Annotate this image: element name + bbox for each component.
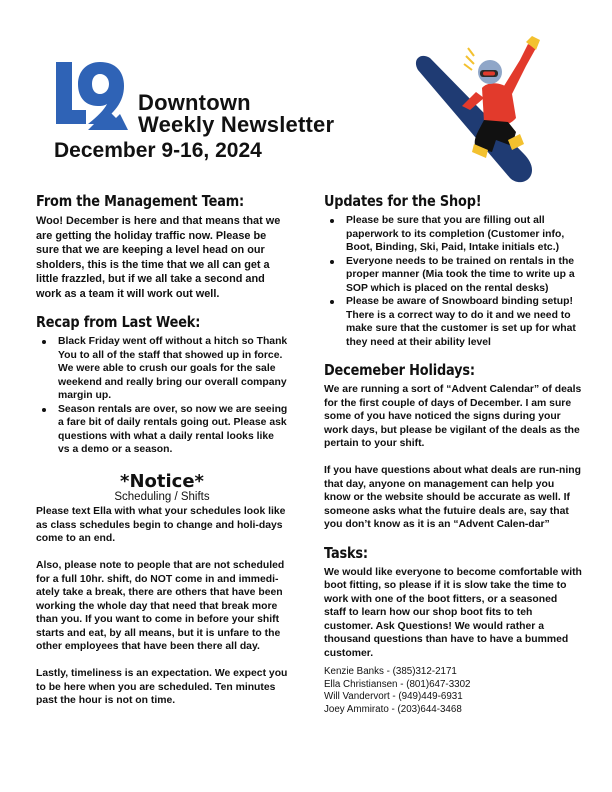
- left-column: [36, 192, 288, 708]
- contact-entry: Kenzie Banks - (385)312-2171: [324, 666, 457, 677]
- raised-arm: [504, 44, 536, 94]
- contact-entry: Joey Ammirato - (203)644-3468: [324, 703, 462, 715]
- updates-list: [324, 214, 582, 349]
- holidays-paragraph: If you have questions about what deals are run-ning that day, anyone on management can help you know or the website should be accurate as well. If someone asks what the futuire deals are, say that you don’t know as it is an “Advent Calen-dar”: [324, 465, 581, 530]
- newsletter-title: Weekly Newsletter: [138, 112, 335, 137]
- newsletter-location: Downtown: [138, 90, 251, 115]
- snowboarder-illustration: [408, 36, 548, 186]
- recap-heading: Recap from Last Week:: [36, 313, 201, 331]
- updates-item: Please be aware of Snowboard binding setup! There is a correct way to do it and we need to make sure that the customer is set up for what they need at their ability level: [340, 295, 582, 349]
- l9-logo: [52, 58, 130, 132]
- newsletter-date: December 9-16, 2024: [54, 139, 262, 162]
- right-column: [324, 192, 582, 716]
- notice-paragraph: Lastly, timeliness is an expectation. We expect you to be here when you are scheduled. Ten minutes past the hour is not on time.: [36, 668, 288, 707]
- notice-title: *Notice*: [120, 470, 204, 492]
- management-body: Woo! December is here and that means that we are getting the holiday traffic now. Please be sure that we are keeping a level head on our sholders, this is the time that we all can get a little frazzled, but if we all take a second and work as a team it will work out well.: [36, 215, 281, 300]
- contact-entry: Ella Christiansen - (801)647-3302: [324, 678, 471, 690]
- notice-paragraph: Also, please note to people that are not scheduled for a full 10hr. shift, do NOT come in and immedi-ately take a break, there are others that have been working the whole day that need that break more than you. If you want to come in before your shift starts and eat, by all means, but it is unfare to the other employees that have been there all day.: [36, 560, 285, 653]
- tasks-heading: Tasks:: [324, 543, 368, 562]
- notice-paragraph: Please text Ella with what your schedules look like as class schedules begin to change and holi-days come to an end.: [36, 506, 286, 545]
- recap-item: Season rentals are over, so now we are seeing a fare bit of daily rentals going out. Please ask questions with what a daily rental looks like vs a demo or a season.: [52, 403, 288, 457]
- contact-entry: Will Vandervort - (949)449-6931: [324, 691, 463, 703]
- recap-list: [36, 335, 288, 457]
- holidays-paragraph: We are running a sort of “Advent Calendar” of deals for the first couple of days of December. I am sure some of you have noticed the signs during your work days, but please be vigilant of the deals as the pertain to your shift.: [324, 384, 582, 449]
- holidays-heading: Decemeber Holidays:: [324, 361, 475, 379]
- contact-list: [324, 666, 582, 716]
- updates-item: Please be sure that you are filling out all paperwork to its completion (Customer info, Boot, Binding, Ski, Paid, Intake initials etc.): [340, 214, 582, 255]
- recap-item: Black Friday went off without a hitch so Thank You to all of the staff that showed up in force. We were able to crush our goals for the sale weekend and really bring our overall company margin up.: [52, 335, 288, 403]
- tasks-body: We would like everyone to become comfortable with boot fitting, so please if it is slow take the time to work with one of the boot fitters, or a seasoned staff to learn how our shop boot fits to teh customer. Ask Questions! We would rather a thousand questions than have to have a bummed customer.: [324, 566, 582, 659]
- notice-subtitle: Scheduling / Shifts: [114, 491, 210, 504]
- updates-item: Everyone needs to be trained on rentals in the proper manner (Mia took the time to write up a SOP which is placed on the rental desks): [340, 255, 582, 296]
- motion-lines: [464, 48, 474, 70]
- goggle-lens: [483, 72, 495, 76]
- management-heading: From the Management Team:: [36, 192, 245, 210]
- updates-heading: Updates for the Shop!: [324, 192, 482, 210]
